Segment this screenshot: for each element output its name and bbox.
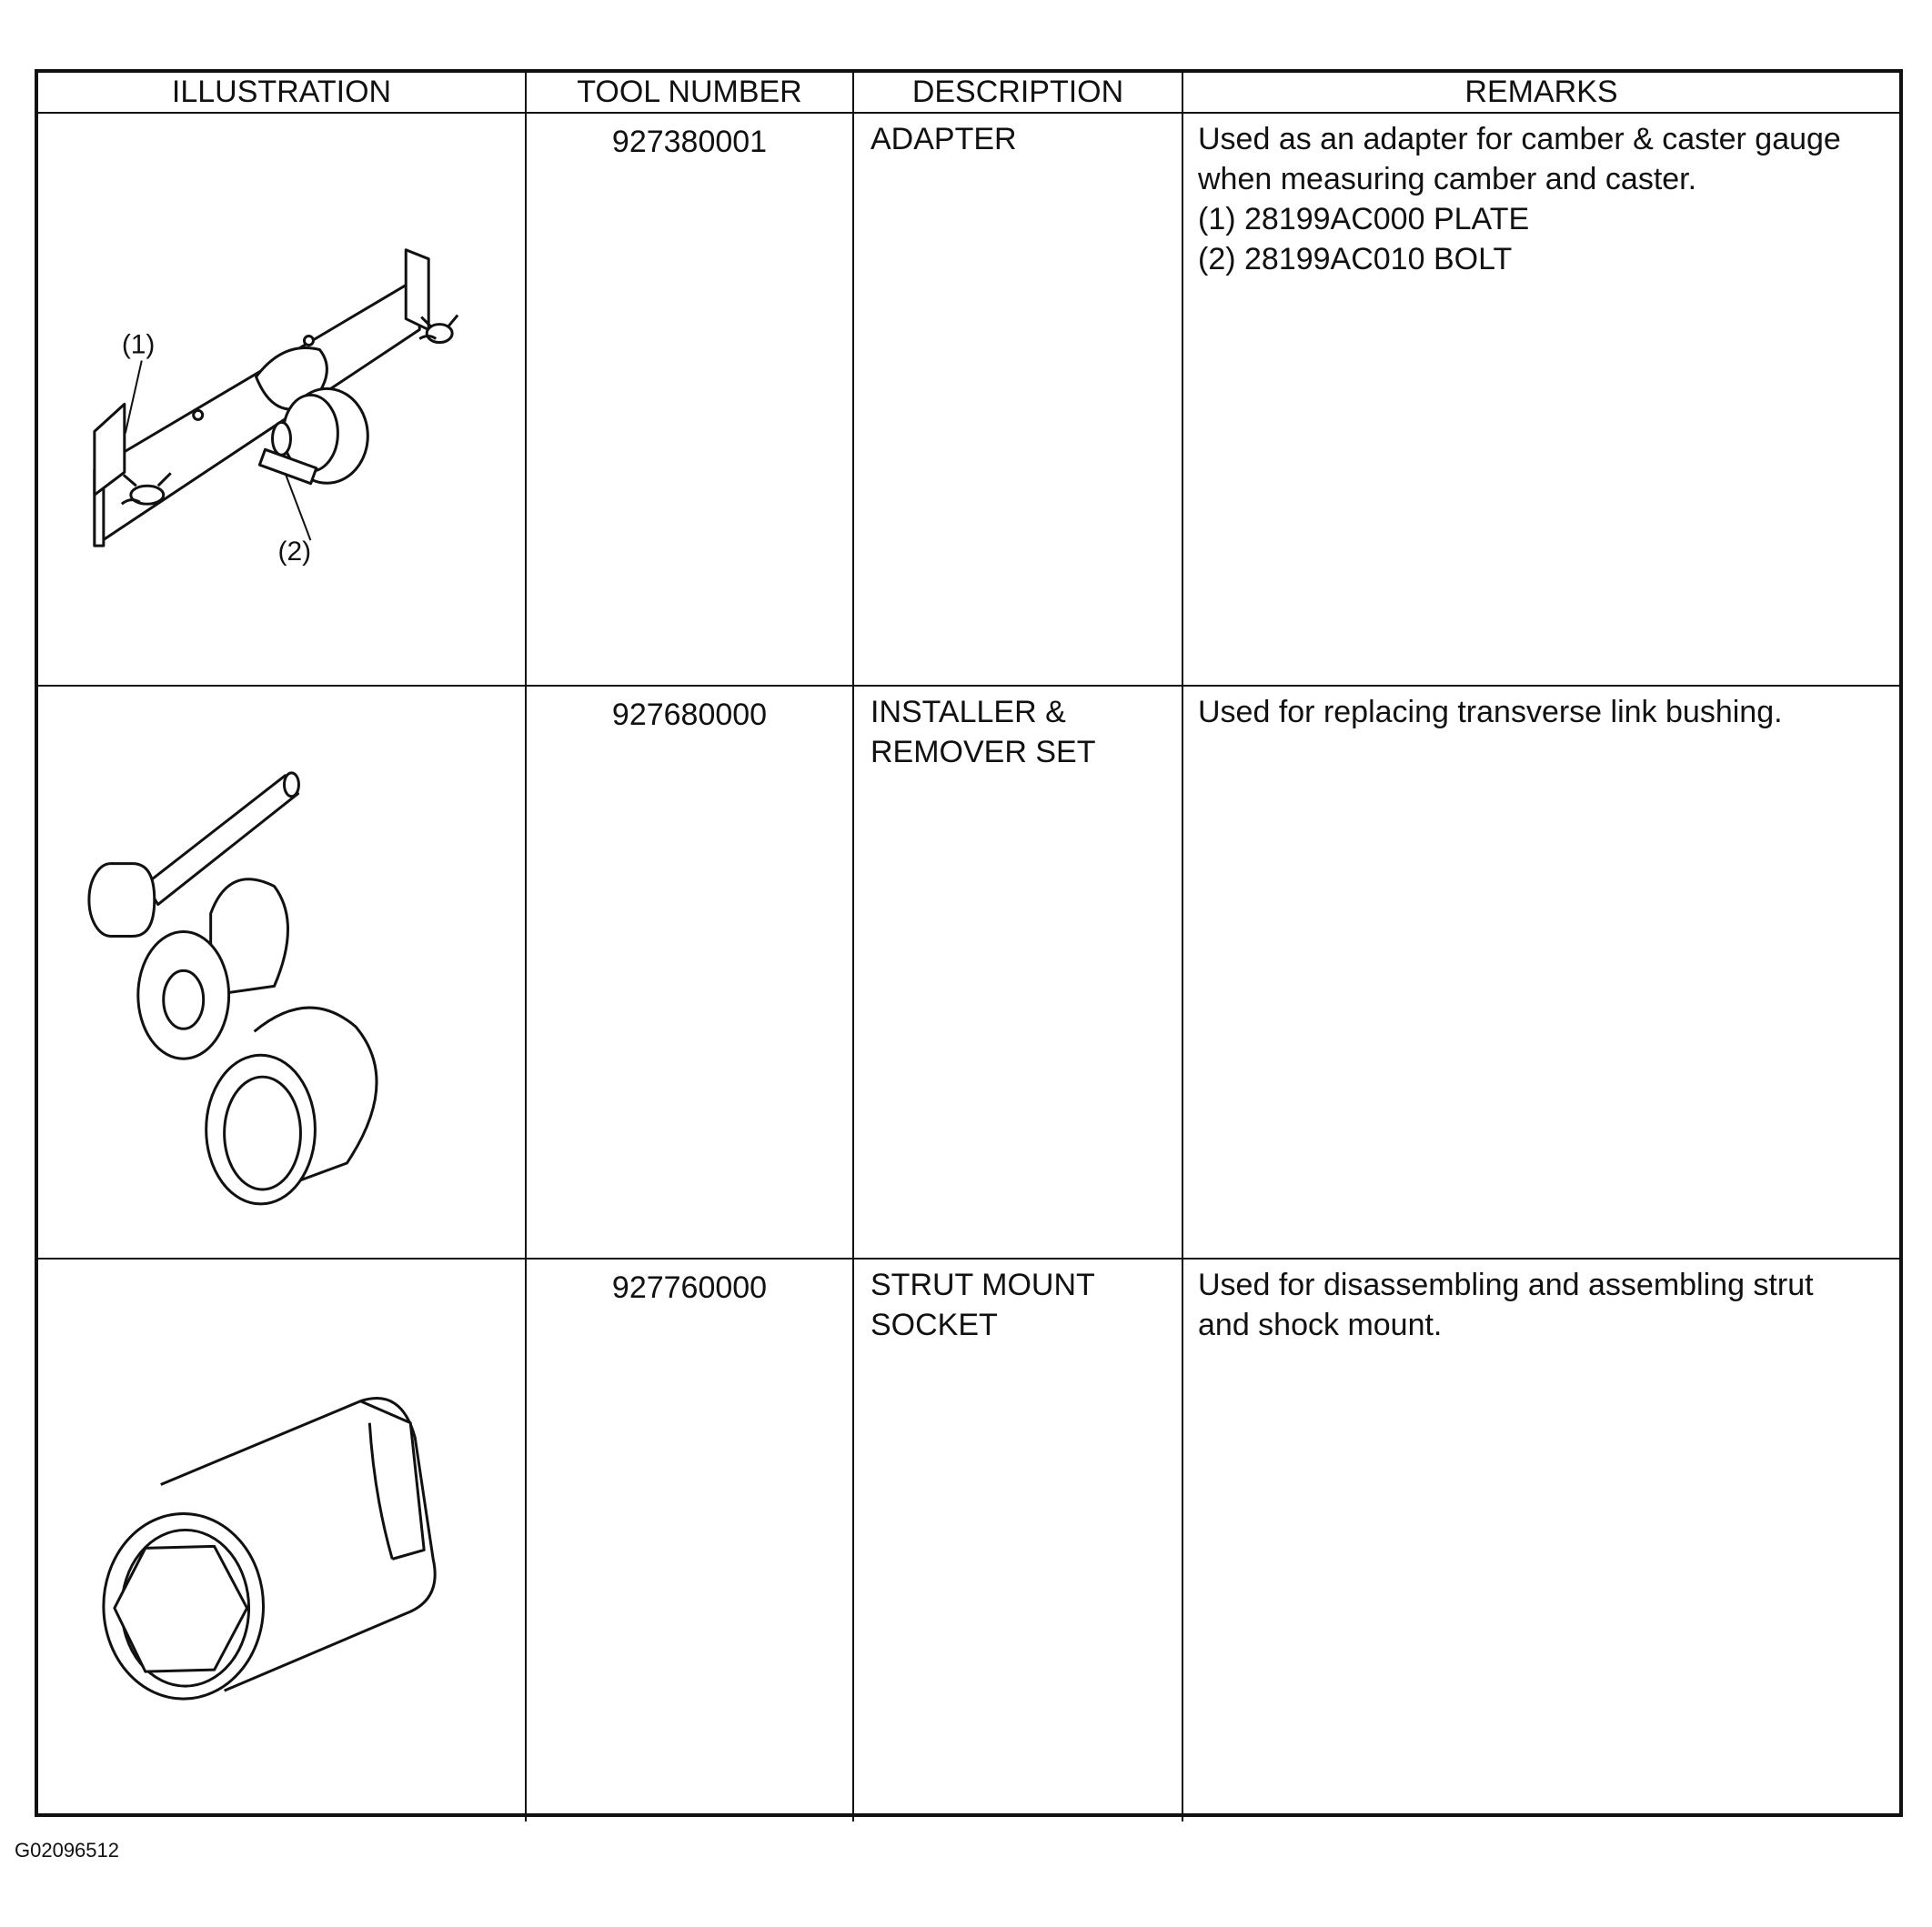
callout-1: (1)	[121, 329, 156, 360]
tool-description	[853, 113, 1182, 686]
description-line: INSTALLER &	[870, 694, 1066, 729]
tool-description	[853, 1259, 1182, 1822]
header-illustration: ILLUSTRATION	[38, 73, 526, 113]
remarks-line: (1) 28199AC000 PLATE	[1198, 202, 1530, 236]
illustration-cell	[38, 686, 526, 1259]
remarks-line: and shock mount.	[1198, 1307, 1443, 1342]
tool-remarks	[1182, 686, 1899, 1259]
description-line: REMOVER SET	[870, 734, 1096, 769]
figure-code: G02096512	[15, 1839, 119, 1862]
illustration-cell	[38, 113, 526, 686]
header-tool-number: TOOL NUMBER	[526, 73, 853, 113]
callout-2: (2)	[277, 537, 312, 567]
description-line: ADAPTER	[870, 122, 1017, 156]
table-row	[38, 686, 1899, 1259]
description-line: SOCKET	[870, 1307, 998, 1342]
tool-number: 927760000	[526, 1259, 853, 1822]
remarks-line: Used for replacing transverse link bushing.	[1198, 694, 1783, 729]
remarks-line: Used for disassembling and assembling strut	[1198, 1267, 1814, 1302]
tool-remarks	[1182, 1259, 1899, 1822]
remarks-line: Used as an adapter for camber & caster gauge	[1198, 122, 1841, 156]
installer-remover-set-icon	[38, 687, 525, 1258]
header-remarks: REMARKS	[1182, 73, 1899, 113]
table-row	[38, 1259, 1899, 1822]
tool-remarks	[1182, 113, 1899, 686]
table-row	[38, 113, 1899, 686]
special-tools-sheet	[35, 69, 1903, 1817]
tool-number: 927680000	[526, 686, 853, 1259]
header-description: DESCRIPTION	[853, 73, 1182, 113]
special-tools-table	[38, 73, 1899, 1822]
strut-mount-socket-icon	[38, 1260, 525, 1822]
remarks-line: when measuring camber and caster.	[1198, 162, 1697, 196]
illustration-cell	[38, 1259, 526, 1822]
remarks-line: (2) 28199AC010 BOLT	[1198, 242, 1513, 276]
tool-number: 927380001	[526, 113, 853, 686]
table-header-row	[38, 73, 1899, 113]
description-line: STRUT MOUNT	[870, 1267, 1095, 1302]
tool-description	[853, 686, 1182, 1259]
adapter-plate-icon	[38, 114, 525, 685]
